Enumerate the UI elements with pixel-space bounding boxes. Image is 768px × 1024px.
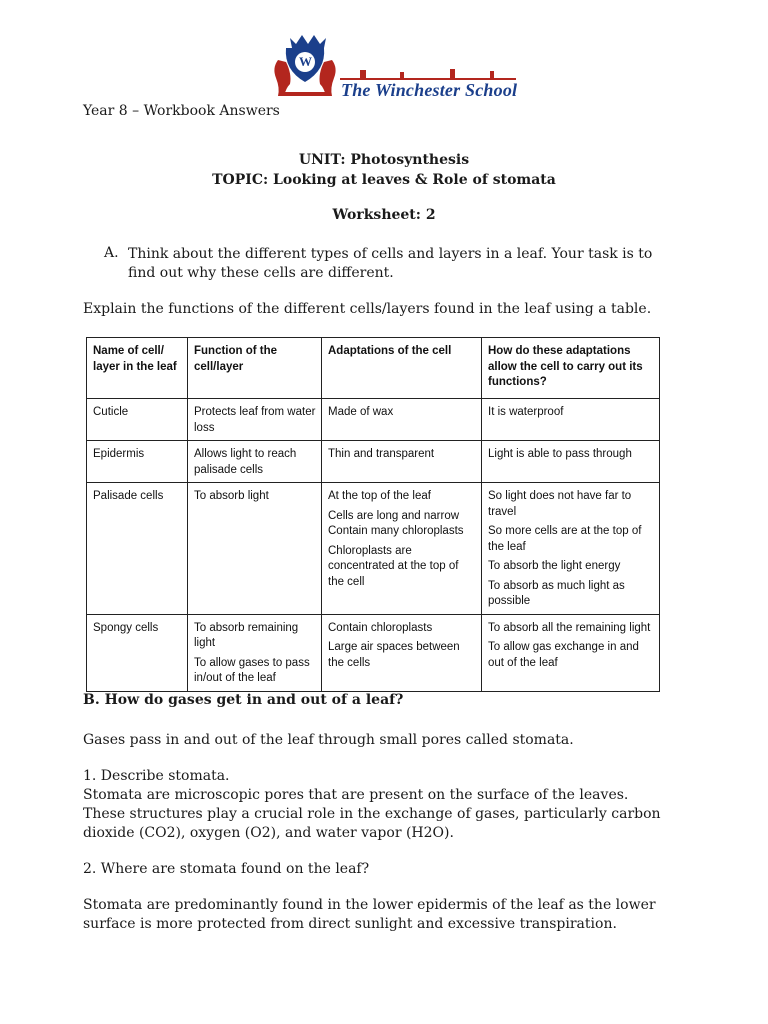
answer-1: Stomata are microscopic pores that are present on the surface of the leaves. These structures play a crucial role in the exchange of gases, particularly carbon dioxide (CO2), oxygen (O2), and water vapor (H2O). — [83, 787, 661, 841]
table-header-row — [87, 338, 660, 399]
table-cell: Allows light to reach palisade cells — [188, 441, 322, 483]
leaf-cells-table — [86, 337, 660, 692]
cell-line: To absorb remaining light — [194, 621, 299, 649]
table-row — [87, 441, 660, 483]
cell-line: Large air spaces between the cells — [328, 641, 460, 669]
cell-line: To absorb the light energy — [488, 560, 621, 572]
table-cell: Made of wax — [322, 399, 482, 441]
cell-line: At the top of the leaf — [328, 490, 431, 502]
table-cell: Palisade cells — [87, 483, 188, 615]
table-row — [87, 483, 660, 615]
section-a-text: Think about the different types of cells and layers in a leaf. Your task is to find out why these cells are different. — [128, 246, 653, 281]
cell-line: So light does not have far to travel — [488, 490, 632, 518]
year-line: Year 8 – Workbook Answers — [83, 103, 280, 119]
table-cell: To absorb light — [188, 483, 322, 615]
table-cell — [322, 614, 482, 691]
table-cell: Thin and transparent — [322, 441, 482, 483]
cell-line: To absorb all the remaining light — [488, 621, 651, 634]
topic-title: TOPIC: Looking at leaves & Role of stomata — [212, 172, 556, 188]
unit-title: UNIT: Photosynthesis — [298, 152, 470, 168]
cell-line: To absorb as much light as possible — [488, 579, 625, 607]
cell-line: Contain chloroplasts — [328, 621, 433, 634]
table-cell: Epidermis — [87, 441, 188, 483]
table-cell: Protects leaf from water loss — [188, 399, 322, 441]
table-cell: It is waterproof — [482, 399, 660, 441]
column-header: Adaptations of the cell — [322, 338, 482, 399]
section-b-intro: Gases pass in and out of the leaf through small pores called stomata. — [83, 732, 574, 748]
table-cell: Cuticle — [87, 399, 188, 441]
worksheet-title: Worksheet: 2 — [332, 207, 436, 223]
school-name: The Winchester School — [341, 80, 518, 100]
cell-line: Cells are long and narrow Contain many chloroplasts — [328, 509, 464, 537]
table-instruction: Explain the functions of the different cells/layers found in the leaf using a table. — [83, 301, 652, 317]
section-b-heading: B. How do gases get in and out of a leaf? — [83, 692, 404, 708]
table-cell: Light is able to pass through — [482, 441, 660, 483]
column-header: How do these adaptations allow the cell to carry out its functions? — [482, 338, 660, 399]
cell-line: Chloroplasts are concentrated at the top of the cell — [328, 544, 459, 588]
section-a-letter: A. — [104, 245, 119, 261]
question-1: 1. Describe stomata. — [83, 768, 230, 784]
table-row — [87, 614, 660, 691]
table-cell — [482, 483, 660, 615]
question-2: 2. Where are stomata found on the leaf? — [83, 861, 370, 877]
table-row — [87, 399, 660, 441]
table-cell — [482, 614, 660, 691]
table-cell — [322, 483, 482, 615]
crest-letter: W — [299, 54, 312, 69]
table-cell — [188, 614, 322, 691]
column-header: Name of cell/ layer in the leaf — [87, 338, 188, 399]
cell-line: So more cells are at the top of the leaf — [488, 525, 642, 553]
column-header: Function of the cell/layer — [188, 338, 322, 399]
table-cell: Spongy cells — [87, 614, 188, 691]
answer-2: Stomata are predominantly found in the lower epidermis of the leaf as the lower surface is more protected from direct sunlight and excessive transpiration. — [83, 897, 656, 932]
cell-line: To allow gases to pass in/out of the leaf — [194, 656, 310, 684]
cell-line: To allow gas exchange in and out of the leaf — [488, 641, 639, 669]
